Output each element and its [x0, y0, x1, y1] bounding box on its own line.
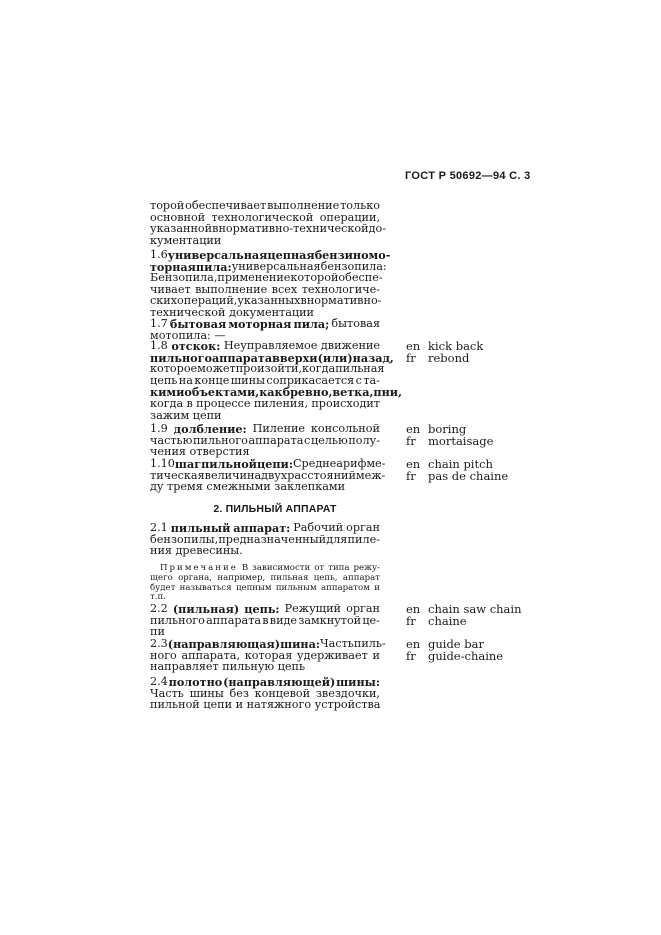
lang-code: en: [406, 637, 421, 651]
term-1-line-3: чивает выполнение всех технологиче-: [150, 282, 380, 296]
note-line-3: т. п.: [150, 592, 166, 603]
term-9-line-0: 2.4 полотно (направляющей) шины:: [150, 675, 380, 689]
lang-code: en: [406, 339, 421, 353]
lang-code: en: [406, 422, 421, 436]
term-6-line-2: ния древесины.: [150, 544, 243, 558]
term-1-line-0: 1.6 универсальная цепная бензиномо-: [150, 248, 391, 262]
term-1-line-4: ских операций, указанных в нормативно-: [150, 294, 382, 308]
term-3-line-3: цепь на конце шины соприкасается с та-: [150, 373, 380, 387]
note-line-2: будет называться цепным пильным аппаратом и: [150, 582, 380, 593]
term-5-line-0: 1.10 шаг пильной цепи: Среднеарифме-: [150, 457, 386, 471]
term-1-line-5: технической документации: [150, 306, 315, 319]
term-4-line-0: 1.9 долбление: Пиление консольной: [150, 422, 380, 436]
term-6-line-0: 2.1 пильный аппарат: Рабочий орган: [150, 521, 380, 535]
term-6-line-1: бензопилы, предназначенный для пиле-: [150, 532, 380, 546]
term-8-line-0: 2.3 (направляющая) шина: Часть пиль-: [150, 637, 386, 651]
term-3-line-6: зажим цепи: [150, 408, 222, 422]
term-3-line-1: пильного аппарата вверх и (или) назад,: [150, 350, 394, 365]
page-header: ГОСТ Р 50692—94 С. 3: [405, 170, 531, 182]
equivalent-term: rebond: [428, 350, 470, 365]
equivalent-term: kick back: [428, 339, 484, 353]
term-7-line-2: пи: [150, 625, 165, 639]
note-line-0: Примечание В зависимости от типа режу-: [160, 563, 380, 573]
lang-code: en: [406, 457, 421, 471]
term-2-line-0: 1.7 бытовая моторная пила; бытовая: [150, 317, 380, 331]
note-line-1: щего органа, например, пильная цепь, аппарат: [150, 572, 380, 583]
term-3-line-2: которое может произойти, когда пильная: [150, 362, 385, 376]
term-2-line-1: мотопила: —: [150, 328, 226, 342]
equivalent-fr: [406, 435, 493, 447]
equivalent-term: chain pitch: [428, 457, 493, 471]
lang-code: fr: [406, 613, 416, 628]
term-7-line-0: 2.2 (пильная) цепь: Режущий орган: [150, 602, 380, 616]
equivalent-term: chaine: [428, 613, 467, 628]
term-1-line-1: торная пила: универсальная бензопила:: [150, 259, 387, 274]
term-9-line-1: Часть шины без концевой звездочки,: [150, 686, 380, 700]
term-1-line-2: Бензопила, применение которой обеспе-: [150, 271, 383, 285]
lang-code: fr: [406, 648, 416, 663]
equivalent-term: boring: [428, 422, 467, 436]
equivalent-fr: [406, 650, 503, 662]
lang-code: fr: [406, 433, 416, 448]
term-8-line-1: ного аппарата, которая удерживает и: [150, 648, 380, 662]
lang-code: en: [406, 602, 421, 616]
term-3-line-4: кими объектами, как бревно, ветка, пни,: [150, 385, 402, 400]
term-8-line-2: направляет пильную цепь: [150, 660, 306, 674]
term-5-line-1: тическая величина двух расстояний меж-: [150, 468, 386, 482]
term-3-line-5: когда в процессе пиления, происходит: [150, 397, 380, 410]
term-3-line-0: 1.8 отскок: Неуправляемое движение: [150, 339, 380, 353]
section-title: 2. ПИЛЬНЫЙ АППАРАТ: [213, 503, 337, 515]
term-5-line-2: ду тремя смежными заклепками: [150, 480, 346, 494]
term-4-line-1: частью пильного аппарата с целью полу-: [150, 433, 380, 447]
equivalent-term: guide bar: [428, 637, 484, 651]
term-0-line-1: основной технологической операции,: [150, 210, 380, 224]
term-0-line-0: торой обеспечивает выполнение только: [150, 199, 380, 212]
equivalent-fr: [406, 470, 508, 482]
term-9-line-2: пильной цепи и натяжного устройства: [150, 698, 381, 712]
equivalent-fr: [406, 615, 467, 627]
lang-code: fr: [406, 468, 416, 483]
equivalent-term: chain saw chain: [428, 602, 522, 616]
term-4-line-2: чения отверстия: [150, 445, 250, 459]
term-0-line-2: указанной в нормативно-технической до-: [150, 222, 386, 236]
equivalent-term: guide-chaine: [428, 648, 504, 663]
equivalent-term: pas de chaine: [428, 468, 509, 483]
equivalent-fr: [406, 352, 469, 364]
equivalent-term: mortaisage: [428, 433, 494, 448]
lang-code: fr: [406, 350, 416, 365]
term-0-line-3: кументации: [150, 233, 222, 247]
term-7-line-1: пильного аппарата в виде замкнутой це-: [150, 613, 380, 627]
